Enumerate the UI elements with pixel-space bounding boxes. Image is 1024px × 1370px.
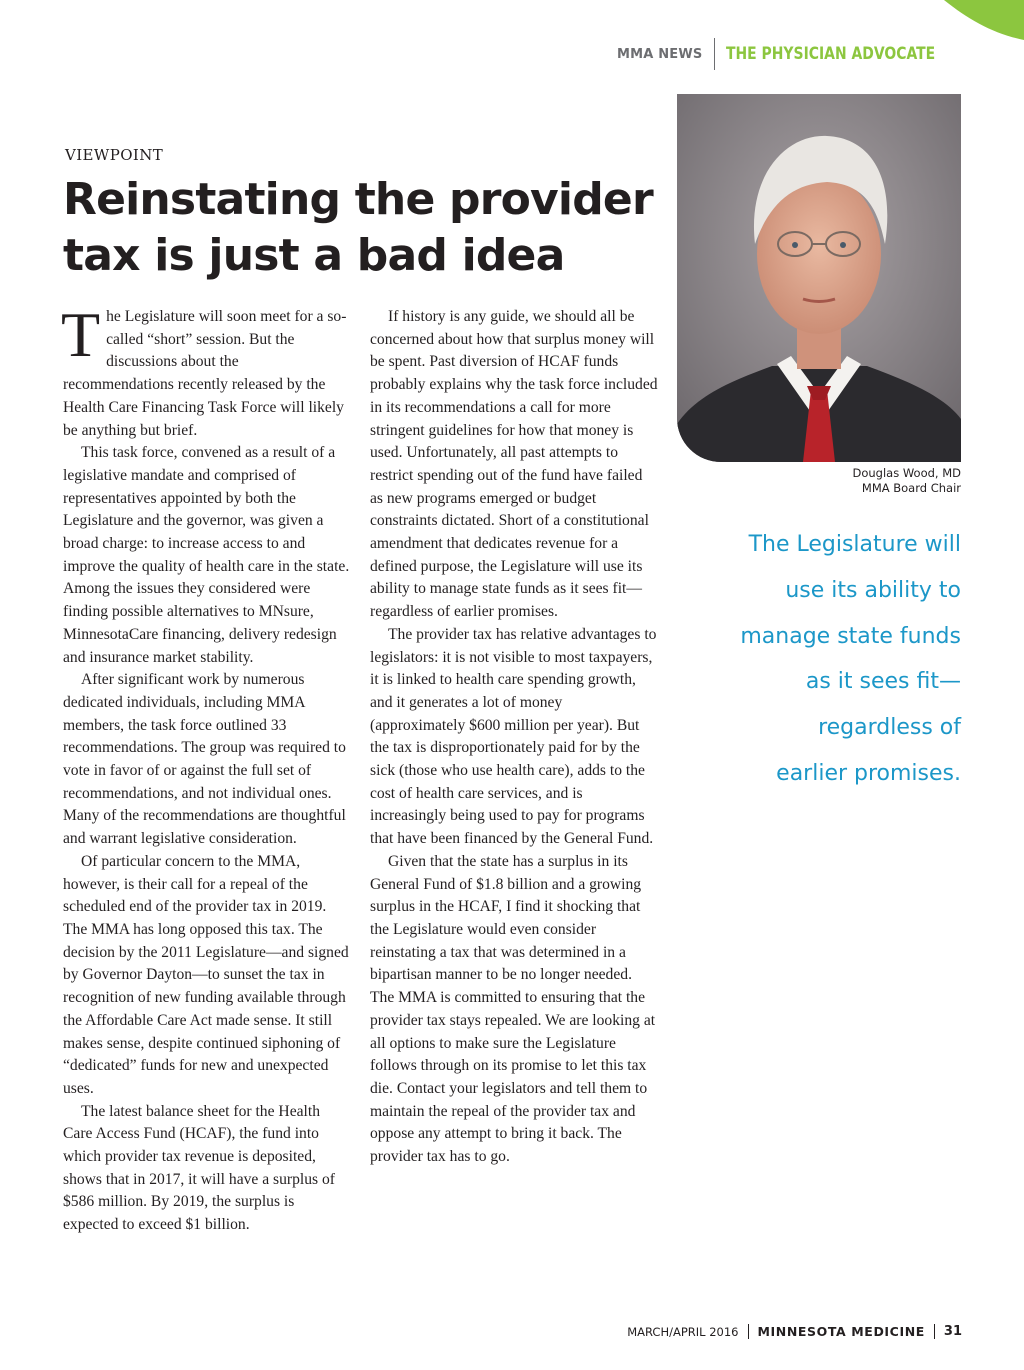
kicker: VIEWPOINT (65, 146, 164, 164)
pull-quote (721, 522, 961, 797)
pull-quote-line: regardless of (818, 715, 961, 741)
paragraph: Of particular concern to the MMA, however, is their call for a repeal of the scheduled end of the provider tax in 2019. The MMA has long opposed this tax. The decision by the 2011 Legislature—and signed by Governor Dayton—to sunset the tax in recognition of new funding available through the Affordable Care Act made sense. It still makes sense, despite continued siphoning of “dedicated” funds for new and unexpected uses. (63, 852, 349, 1097)
photo-caption (852, 466, 961, 496)
pull-quote-line: manage state funds (740, 623, 961, 649)
article-column-2 (370, 306, 658, 1169)
pull-quote-line: earlier promises. (776, 760, 961, 786)
pull-quote-line: as it sees fit— (805, 669, 961, 695)
section-label: MMA NEWS (616, 46, 703, 62)
footer-divider (748, 1324, 749, 1339)
article-column-1 (61, 299, 351, 1237)
corner-accent (914, 0, 1024, 40)
pull-quote-line: The Legislature will (748, 532, 961, 557)
paragraph-text: he Legislature will soon meet for a so-called “short” session. But the discussions about the recommendations recently released by the Health Care Financing Task Force will likely be anything but brief. (63, 308, 347, 439)
paragraph: Given that the state has a surplus in its General Fund of $1.8 billion and a growing surplus in the HCAF, I find it shocking that the Legislature would even consider reinstating a tax that was determined in a bipartisan manner to be no longer needed. The MMA is committed to ensuring that the provider tax stays repealed. We are looking at all options to make sure the Legislature follows through on its promise to let this tax die. Contact your legislators and tell them to maintain the repeal of the provider tax and oppose any attempt to bring it back. The provider tax has to go. (370, 852, 656, 1166)
caption-name: Douglas Wood, MD (852, 466, 961, 480)
page-number: 31 (943, 1324, 962, 1339)
magazine-name: MINNESOTA MEDICINE (757, 1324, 925, 1339)
issue-date: MARCH/APRIL 2016 (627, 1324, 739, 1339)
page-header (617, 38, 962, 70)
paragraph: The provider tax has relative advantages to legislators: it is not visible to most taxpayers, it is linked to health care spending growth, and it generates a lot of money (approximately $600 million per year). But the tax is disproportionately paid for by the sick (those who use health care), adds to the cost of health care services, and is increasingly being used to pay for programs that have been financed by the General Fund. (370, 625, 657, 848)
headline-line-1: Reinstating the provider (63, 174, 653, 225)
paragraph: The latest balance sheet for the Health Care Access Fund (HCAF), the fund into which provider tax revenue is deposited, shows that in 2017, it will have a surplus of $586 million. By 2019, the surplus is expected to exceed $1 billion. (63, 1102, 335, 1234)
paragraph (61, 299, 351, 442)
paragraph: This task force, convened as a result of a legislative mandate and comprised of representatives appointed by both the Legislature and the governor, was given a broad charge: to increase access to and improve the quality of health care in the state. Among the issues they considered were finding possible alternatives to MNsure, MinnesotaCare financing, delivery redesign and insurance market stability. (63, 444, 350, 666)
headline-line-2: tax is just a bad idea (63, 230, 565, 281)
page-footer (627, 1324, 962, 1339)
paragraph: If history is any guide, we should all be concerned about how that surplus money will be spent. Past diversion of HCAF funds probably explains why the task force included in its recommendations a call for more stringent guidelines for how that money is used. Unfortunately, all past attempts to restrict spending out of the fund have failed as new programs emerged or budget constraints dictated. Short of a constitutional amendment that dedicates revenue for a defined purpose, the Legislature will use its ability to manage state funds as it sees fit—regardless of earlier promises. (370, 308, 658, 621)
caption-title: MMA Board Chair (861, 481, 961, 495)
paragraph: After significant work by numerous dedicated individuals, including MMA members, the task force outlined 33 recommendations. The group was required to vote in favor of or against the full set of recommendations, and not individual ones. Many of the recommendations are thoughtful and warrant legislative consideration. (63, 671, 346, 848)
pull-quote-line: use its ability to (785, 577, 961, 603)
header-divider (714, 38, 716, 70)
footer-divider (934, 1324, 935, 1339)
author-photo (677, 94, 961, 462)
section-brand: THE PHYSICIAN ADVOCATE (726, 44, 936, 64)
headline (63, 172, 663, 284)
drop-cap: T (61, 299, 101, 370)
